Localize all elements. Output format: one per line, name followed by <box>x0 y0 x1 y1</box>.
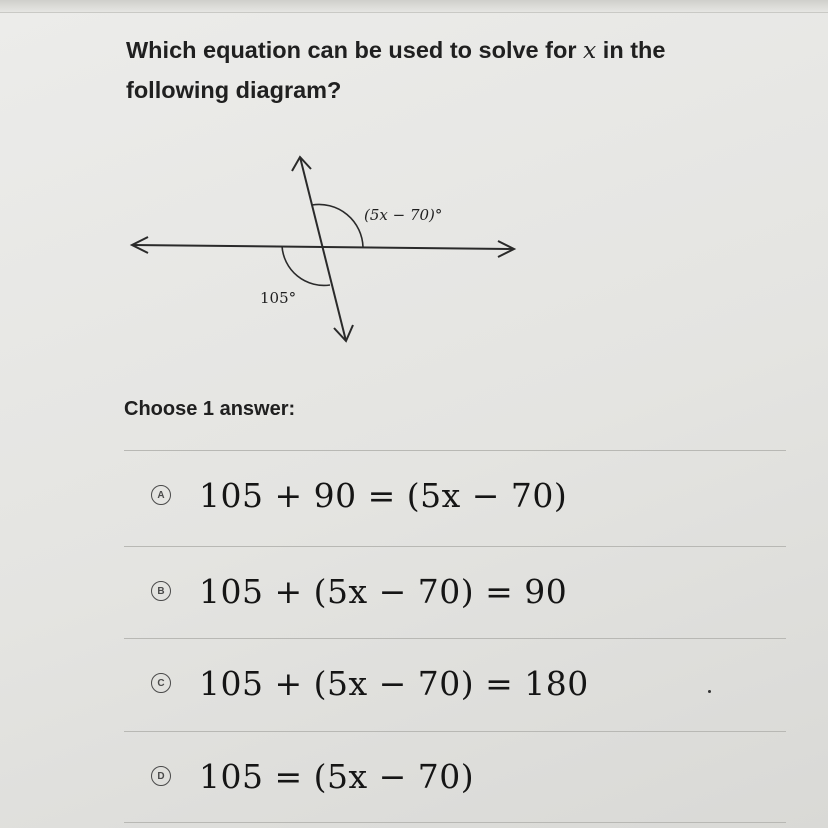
top-angle-label: (5x − 70)° <box>364 206 443 224</box>
choice-d[interactable] <box>124 731 786 821</box>
radio-a-icon[interactable]: A <box>151 485 171 505</box>
radio-b-icon[interactable]: B <box>151 581 171 601</box>
angle-diagram <box>120 145 540 355</box>
top-edge <box>0 0 828 13</box>
choice-c[interactable] <box>124 638 786 728</box>
question-text <box>126 30 746 110</box>
choice-a-equation: 105 + 90 = (5x − 70) <box>199 475 568 515</box>
top-angle-arc <box>312 204 363 247</box>
stray-mark <box>708 690 711 693</box>
divider <box>124 822 786 823</box>
bottom-angle-label: 105° <box>260 289 297 307</box>
transversal-line <box>300 157 346 341</box>
choice-b-equation: 105 + (5x − 70) = 90 <box>199 571 568 611</box>
choose-prompt: Choose 1 answer: <box>124 398 296 420</box>
choice-a[interactable] <box>124 450 786 540</box>
question-text-after: in the following diagram? <box>126 37 666 103</box>
radio-d-icon[interactable]: D <box>151 766 171 786</box>
choice-b[interactable] <box>124 546 786 636</box>
choice-c-equation: 105 + (5x − 70) = 180 <box>199 663 589 703</box>
question-text-before: Which equation can be used to solve for <box>126 37 583 63</box>
choice-d-equation: 105 = (5x − 70) <box>199 756 475 796</box>
radio-c-icon[interactable]: C <box>151 673 171 693</box>
question-variable: x <box>583 36 597 64</box>
